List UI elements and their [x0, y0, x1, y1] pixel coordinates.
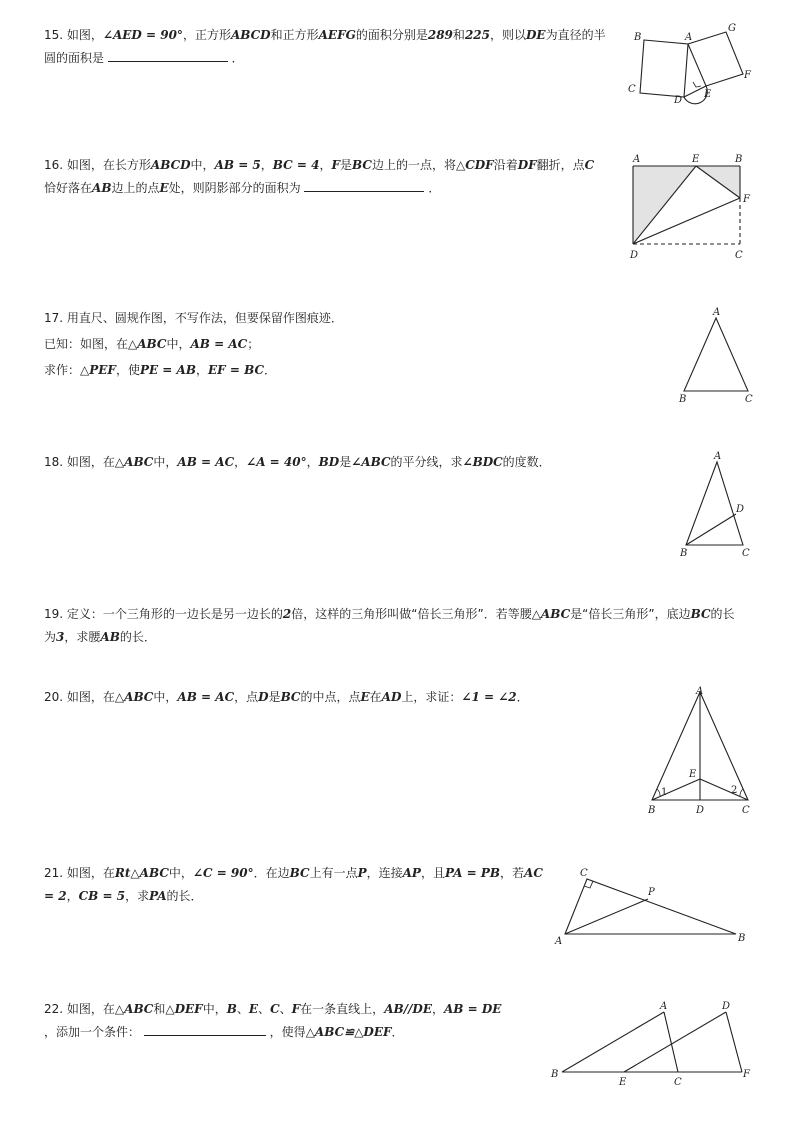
label-c: C — [735, 250, 743, 261]
question-16 — [44, 154, 624, 200]
q22-answer-blank[interactable] — [144, 1021, 266, 1036]
side-ab — [562, 1012, 664, 1072]
label-e: E — [619, 1077, 627, 1088]
q17-line1: 17. 用直尺、圆规作图，不写作法，但要保留作图痕迹． — [44, 311, 343, 325]
q15-figure — [620, 20, 760, 110]
label-e: E — [704, 89, 712, 100]
label-a: A — [555, 936, 563, 947]
q15-answer-blank[interactable] — [108, 47, 228, 62]
q15-line1: 15. 如图，∠AED = 90°，正方形ABCD和正方形AEFG的面积分别是289和225，则以DE为直径的半 — [44, 28, 606, 42]
label-a: A — [696, 686, 704, 697]
label-d: D — [722, 1001, 731, 1012]
label-b: B — [648, 805, 656, 816]
q21-figure — [550, 864, 760, 954]
right-angle-mark — [693, 82, 701, 87]
label-c: C — [674, 1077, 682, 1088]
q17-known: 已知：如图，在△ABC中，AB = AC； — [44, 337, 260, 351]
label-angle-2: 2 — [731, 785, 738, 796]
label-a: A — [714, 451, 722, 462]
q22-line2: ，添加一个条件： ，使得△ABC≌△DEF． — [44, 1021, 544, 1044]
label-b: B — [738, 933, 746, 944]
question-18 — [44, 451, 624, 474]
angle-2-arc — [740, 789, 743, 796]
label-e: E — [692, 154, 700, 165]
label-f: F — [744, 70, 751, 81]
label-c: C — [580, 868, 588, 879]
side-de — [624, 1012, 726, 1072]
label-a: A — [633, 154, 641, 165]
label-angle-1: 1 — [661, 787, 668, 798]
label-a: A — [660, 1001, 668, 1012]
label-c: C — [745, 394, 753, 405]
q18-line1: 18. 如图，在△ABC中，AB = AC，∠A = 40°，BD是∠ABC的平分线，求∠BDC的度数． — [44, 455, 551, 469]
triangle-abc — [686, 462, 743, 545]
question-22 — [44, 998, 544, 1044]
q16-answer-blank[interactable] — [304, 177, 424, 192]
triangle-abc — [684, 318, 748, 391]
label-b: B — [634, 32, 642, 43]
label-e: E — [689, 769, 697, 780]
label-p: P — [648, 887, 655, 898]
label-g: G — [728, 23, 736, 34]
q15-line2: 圆的面积是 ． — [44, 47, 624, 70]
q22-figure — [546, 996, 766, 1096]
segment-be — [652, 779, 700, 800]
square-abcd — [640, 40, 688, 97]
label-d: D — [630, 250, 639, 261]
label-a: A — [685, 32, 693, 43]
label-c: C — [628, 84, 636, 95]
angle-1-arc — [657, 789, 660, 796]
q16-line1: 16. 如图，在长方形ABCD中，AB = 5，BC = 4，F是BC边上的一点，将△CDF沿着DF翻折，点C — [44, 158, 595, 172]
q18-figure — [676, 450, 766, 560]
bisector-bd — [686, 514, 736, 545]
q17-construct: 求作：△PEF，使PE = AB，EF = BC． — [44, 363, 277, 377]
side-df — [726, 1012, 742, 1072]
label-b: B — [551, 1069, 559, 1080]
q16-figure — [624, 150, 764, 265]
question-19 — [44, 603, 744, 649]
q17-figure — [676, 306, 766, 406]
label-f: F — [743, 1069, 750, 1080]
segment-ce — [700, 779, 748, 800]
q19-text: 19. 定义：一个三角形的一边长是另一边长的2倍，这样的三角形叫做“倍长三角形”．若等腰△ABC是“倍长三角形”，底边BC的长为3，求腰AB的长． — [44, 607, 735, 644]
q22-line1: 22. 如图，在△ABC和△DEF中，B、E、C、F在一条直线上，AB//DE，AB = DE — [44, 1002, 502, 1016]
label-a: A — [713, 307, 721, 318]
label-d: D — [696, 805, 705, 816]
square-aefg — [688, 32, 743, 86]
label-c: C — [742, 805, 750, 816]
question-20 — [44, 686, 624, 709]
segment-de — [684, 86, 706, 97]
label-d: D — [674, 95, 683, 106]
q21-text: 21. 如图，在Rt△ABC中，∠C = 90°．在边BC上有一点P，连接AP，且PA = PB，若AC = 2，CB = 5，求PA的长． — [44, 866, 543, 903]
q16-line2: 恰好落在AB边上的点E处，则阴影部分的面积为 ． — [44, 177, 624, 200]
label-f: F — [743, 194, 750, 205]
label-d: D — [736, 504, 745, 515]
label-b: B — [680, 548, 688, 559]
q20-figure — [640, 684, 760, 820]
question-21 — [44, 862, 549, 908]
q20-line1: 20. 如图，在△ABC中，AB = AC，点D是BC的中点，点E在AD上，求证：∠1 = ∠2． — [44, 690, 529, 704]
label-c: C — [742, 548, 750, 559]
question-17 — [44, 305, 624, 383]
label-b: B — [735, 154, 743, 165]
question-15 — [44, 24, 624, 70]
label-b: B — [679, 394, 687, 405]
